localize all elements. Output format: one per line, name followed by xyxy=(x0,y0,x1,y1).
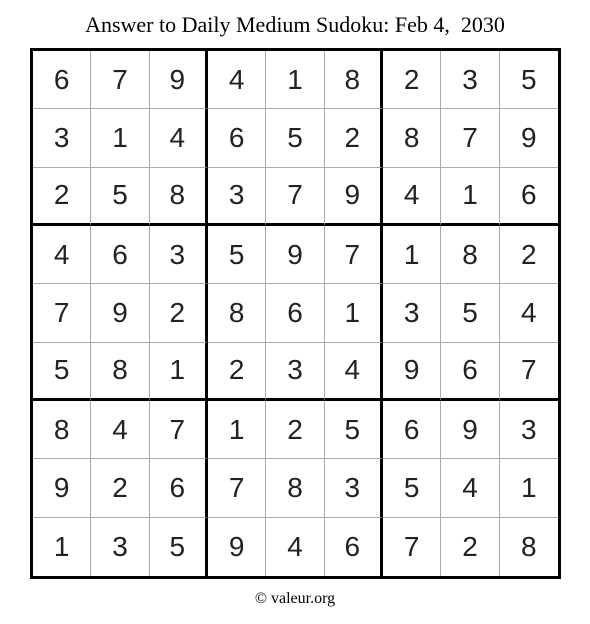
sudoku-cell-r2-c1[interactable]: 3 xyxy=(33,109,91,167)
sudoku-cell-r8-c9[interactable]: 1 xyxy=(500,459,558,517)
sudoku-cell-r5-c7[interactable]: 3 xyxy=(383,284,441,342)
sudoku-cell-r9-c4[interactable]: 9 xyxy=(208,518,266,576)
copyright-footer: © valeur.org xyxy=(254,590,336,607)
sudoku-cell-r4-c9[interactable]: 2 xyxy=(500,226,558,284)
sudoku-cell-r5-c2[interactable]: 9 xyxy=(91,284,149,342)
sudoku-cell-r9-c3[interactable]: 5 xyxy=(150,518,208,576)
sudoku-cell-r7-c7[interactable]: 6 xyxy=(383,401,441,459)
sudoku-cell-r5-c4[interactable]: 8 xyxy=(208,284,266,342)
sudoku-cell-r4-c8[interactable]: 8 xyxy=(441,226,499,284)
sudoku-cell-r5-c9[interactable]: 4 xyxy=(500,284,558,342)
sudoku-cell-r7-c6[interactable]: 5 xyxy=(325,401,383,459)
sudoku-cell-r8-c1[interactable]: 9 xyxy=(33,459,91,517)
sudoku-cell-r2-c5[interactable]: 5 xyxy=(266,109,324,167)
sudoku-cell-r5-c8[interactable]: 5 xyxy=(441,284,499,342)
sudoku-cell-r4-c7[interactable]: 1 xyxy=(383,226,441,284)
sudoku-cell-r1-c2[interactable]: 7 xyxy=(91,51,149,109)
sudoku-cell-r7-c4[interactable]: 1 xyxy=(208,401,266,459)
sudoku-cell-r1-c5[interactable]: 1 xyxy=(266,51,324,109)
sudoku-cell-r2-c8[interactable]: 7 xyxy=(441,109,499,167)
sudoku-cell-r3-c9[interactable]: 6 xyxy=(500,168,558,226)
sudoku-cell-r7-c3[interactable]: 7 xyxy=(150,401,208,459)
sudoku-cell-r9-c9[interactable]: 8 xyxy=(521,530,537,562)
sudoku-cell-r5-c3[interactable]: 2 xyxy=(150,284,208,342)
sudoku-cell-r5-c5[interactable]: 6 xyxy=(266,284,324,342)
sudoku-cell-r6-c2[interactable]: 8 xyxy=(91,343,149,401)
sudoku-cell-r4-c3[interactable]: 3 xyxy=(150,226,208,284)
sudoku-cell-r2-c3[interactable]: 4 xyxy=(150,109,208,167)
sudoku-cell-r2-c9[interactable]: 9 xyxy=(500,109,558,167)
sudoku-cell-r3-c5[interactable]: 7 xyxy=(266,168,324,226)
sudoku-cell-r6-c9[interactable]: 7 xyxy=(500,343,558,401)
sudoku-grid xyxy=(30,48,561,579)
sudoku-cell-r3-c1[interactable]: 2 xyxy=(33,168,91,226)
sudoku-cell-r2-c2[interactable]: 1 xyxy=(91,109,149,167)
sudoku-cell-r1-c9[interactable]: 5 xyxy=(500,51,558,109)
page-title: Answer to Daily Medium Sudoku: Feb 4, 2030 xyxy=(85,12,505,37)
sudoku-cell-r8-c6[interactable]: 3 xyxy=(325,459,383,517)
sudoku-cell-r6-c3[interactable]: 1 xyxy=(150,343,208,401)
sudoku-cell-r3-c2[interactable]: 5 xyxy=(91,168,149,226)
sudoku-cell-r1-c1[interactable]: 6 xyxy=(33,51,91,109)
sudoku-cell-r8-c7[interactable]: 5 xyxy=(383,459,441,517)
sudoku-cell-r9-c5[interactable]: 4 xyxy=(266,518,324,576)
sudoku-cell-r6-c7[interactable]: 9 xyxy=(383,343,441,401)
sudoku-cell-r4-c1[interactable]: 4 xyxy=(33,226,91,284)
sudoku-cell-r7-c5[interactable]: 2 xyxy=(266,401,324,459)
sudoku-cell-r8-c5[interactable]: 8 xyxy=(266,459,324,517)
sudoku-cell-r4-c6[interactable]: 7 xyxy=(325,226,383,284)
sudoku-cell-r5-c6[interactable]: 1 xyxy=(325,284,383,342)
sudoku-cell-r2-c7[interactable]: 8 xyxy=(383,109,441,167)
sudoku-cell-r5-c1[interactable]: 7 xyxy=(33,284,91,342)
sudoku-cell-r6-c6[interactable]: 4 xyxy=(325,343,383,401)
sudoku-cell-r1-c7[interactable]: 2 xyxy=(383,51,441,109)
sudoku-cell-r7-c1[interactable]: 8 xyxy=(33,401,91,459)
sudoku-cell-r2-c4[interactable]: 6 xyxy=(208,109,266,167)
sudoku-cell-r8-c8[interactable]: 4 xyxy=(441,459,499,517)
sudoku-cell-r6-c4[interactable]: 2 xyxy=(208,343,266,401)
sudoku-cell-r9-c7[interactable]: 7 xyxy=(383,518,441,576)
sudoku-cell-r1-c8[interactable]: 3 xyxy=(441,51,499,109)
sudoku-cell-r6-c8[interactable]: 6 xyxy=(441,343,499,401)
sudoku-cell-r3-c6[interactable]: 9 xyxy=(325,168,383,226)
sudoku-cell-r3-c8[interactable]: 1 xyxy=(441,168,499,226)
sudoku-cell-r6-c1[interactable]: 5 xyxy=(33,343,91,401)
sudoku-cell-r9-c8[interactable]: 2 xyxy=(441,518,499,576)
sudoku-cell-r7-c8[interactable]: 9 xyxy=(441,401,499,459)
sudoku-cell-r9-c1[interactable]: 1 xyxy=(33,518,91,576)
sudoku-cell-r2-c6[interactable]: 2 xyxy=(325,109,383,167)
sudoku-cell-r4-c2[interactable]: 6 xyxy=(91,226,149,284)
sudoku-cell-r1-c3[interactable]: 9 xyxy=(150,51,208,109)
sudoku-cell-r1-c4[interactable]: 4 xyxy=(208,51,266,109)
sudoku-cell-r4-c4[interactable]: 5 xyxy=(208,226,266,284)
sudoku-cell-r4-c5[interactable]: 9 xyxy=(266,226,324,284)
sudoku-cell-r8-c3[interactable]: 6 xyxy=(150,459,208,517)
sudoku-cell-r9-c2[interactable]: 3 xyxy=(91,518,149,576)
sudoku-cell-r1-c6[interactable]: 8 xyxy=(325,51,383,109)
sudoku-cell-r6-c5[interactable]: 3 xyxy=(266,343,324,401)
sudoku-cell-r3-c3[interactable]: 8 xyxy=(150,168,208,226)
sudoku-cell-r7-c9[interactable]: 3 xyxy=(500,401,558,459)
sudoku-cell-r8-c4[interactable]: 7 xyxy=(208,459,266,517)
sudoku-cell-r7-c2[interactable]: 4 xyxy=(91,401,149,459)
sudoku-cell-r8-c2[interactable]: 2 xyxy=(91,459,149,517)
sudoku-cell-r3-c4[interactable]: 3 xyxy=(208,168,266,226)
sudoku-cell-r9-c6[interactable]: 6 xyxy=(325,518,383,576)
sudoku-cell-r3-c7[interactable]: 4 xyxy=(383,168,441,226)
